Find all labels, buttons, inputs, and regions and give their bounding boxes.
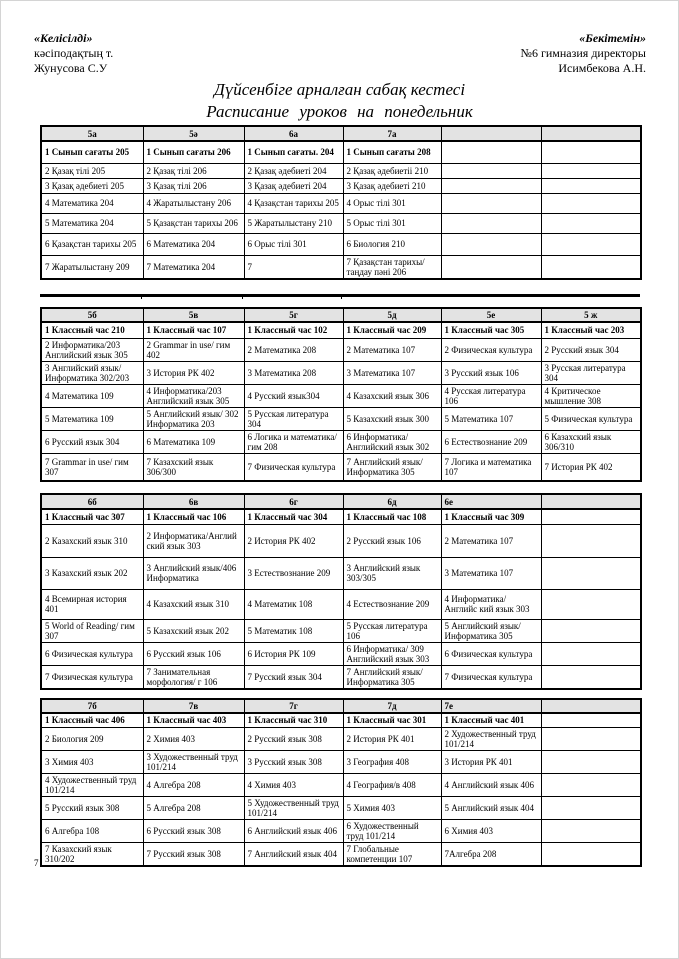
lesson-cell: 1 Классный час 307	[41, 509, 143, 524]
lesson-cell: 1 Сынып сағаты 205	[41, 141, 143, 163]
lesson-cell: 1 Сынып сағаты 208	[343, 141, 441, 163]
lesson-cell: 4 Русская литература 106	[441, 384, 541, 407]
lesson-row	[41, 524, 641, 557]
lesson-cell	[541, 727, 641, 750]
class-header: 5 ж	[541, 308, 641, 322]
lesson-cell	[441, 233, 541, 255]
lesson-cell: 5 Английский язык/ 302 Информатика 203	[143, 407, 244, 430]
lesson-cell: 7 Grammar in use/ гим 307	[41, 453, 143, 481]
lesson-cell	[541, 524, 641, 557]
lesson-cell: 5 Химия 403	[343, 796, 441, 819]
lesson-cell	[541, 642, 641, 665]
lesson-cell: 4 География/в 408	[343, 773, 441, 796]
lesson-cell	[541, 141, 641, 163]
table-header-row	[41, 126, 641, 141]
lesson-cell: 3 Английский язык/406 Информатика	[143, 557, 244, 589]
lesson-cell: 1 Классный час 310	[244, 713, 343, 727]
lesson-cell: 2 Биология 209	[41, 727, 143, 750]
lesson-cell: 6 Орыс тілі 301	[244, 233, 343, 255]
lesson-row	[41, 796, 641, 819]
lesson-cell: 6 Алгебра 108	[41, 819, 143, 842]
lesson-cell: 6 Математика 109	[143, 430, 244, 453]
lesson-cell: 1 Классный час 305	[441, 322, 541, 338]
class-header: 5ә	[143, 126, 244, 141]
lesson-cell: 1 Классный час 403	[143, 713, 244, 727]
lesson-cell: 7 Математика 204	[143, 255, 244, 279]
lesson-cell: 6 Казахский язык 306/310	[541, 430, 641, 453]
lesson-cell: 6 Логика и математика/ гим 208	[244, 430, 343, 453]
lesson-cell: 7 Занимательная морфология/ г 106	[143, 665, 244, 689]
lesson-cell: 3 Химия 403	[41, 750, 143, 773]
lesson-cell: 3 История РК 402	[143, 361, 244, 384]
separator-tick	[141, 294, 142, 299]
lesson-cell: 2 Физическая культура	[441, 338, 541, 361]
lesson-cell: 2 История РК 401	[343, 727, 441, 750]
lesson-cell: 2 Қазақ тілі 205	[41, 163, 143, 178]
lesson-cell: 6 Естествознание 209	[441, 430, 541, 453]
lesson-cell: 4 Русский язык304	[244, 384, 343, 407]
lesson-cell: 2 Қазақ әдебиеті 204	[244, 163, 343, 178]
lesson-cell: 2 Химия 403	[143, 727, 244, 750]
lesson-cell: 4 Информатика/Английс кий язык 303	[441, 589, 541, 619]
class-header: 7г	[244, 699, 343, 713]
lesson-cell	[441, 163, 541, 178]
lesson-cell: 6 История РК 109	[244, 642, 343, 665]
lesson-cell	[541, 773, 641, 796]
lesson-cell: 4 Жаратылыстану 206	[143, 193, 244, 213]
class-header	[541, 699, 641, 713]
class-header: 5г	[244, 308, 343, 322]
separator-tick	[242, 294, 243, 299]
lesson-row	[41, 178, 641, 193]
schedule-table-grade-7	[40, 698, 642, 867]
lesson-cell: 5 Орыс тілі 301	[343, 213, 441, 233]
lesson-cell: 4 Математик 108	[244, 589, 343, 619]
lesson-cell: 7 Қазақстан тарихы/ таңдау пәні 206	[343, 255, 441, 279]
lesson-cell: 3 История РК 401	[441, 750, 541, 773]
lesson-cell: 6 Биология 210	[343, 233, 441, 255]
class-header: 7е	[441, 699, 541, 713]
lesson-cell: 2 Информатика/203 Английский язык 305	[41, 338, 143, 361]
table-header-row	[41, 308, 641, 322]
lesson-row	[41, 361, 641, 384]
lesson-cell: 2 Математика 107	[441, 524, 541, 557]
lesson-cell	[541, 557, 641, 589]
lesson-cell: 2 Казахский язык 310	[41, 524, 143, 557]
lesson-cell: 6 Қазақстан тарихы 205	[41, 233, 143, 255]
lesson-cell: 6 Русский язык 304	[41, 430, 143, 453]
lesson-cell	[441, 141, 541, 163]
lesson-cell	[541, 163, 641, 178]
lesson-cell: 3 Русская литература 304	[541, 361, 641, 384]
class-header: 6г	[244, 494, 343, 509]
lesson-cell: 3 География 408	[343, 750, 441, 773]
lesson-cell: 7 Русский язык 308	[143, 842, 244, 866]
lesson-cell: 5 Художественный труд 101/214	[244, 796, 343, 819]
lesson-cell: 7 Глобальные компетенции 107	[343, 842, 441, 866]
lesson-cell: 4 Естествознание 209	[343, 589, 441, 619]
lesson-cell	[541, 509, 641, 524]
lesson-cell: 1 Классный час 209	[343, 322, 441, 338]
lesson-cell: 4 Алгебра 208	[143, 773, 244, 796]
schedule-table-grade-6	[40, 493, 642, 690]
lesson-cell: 7 Казахский язык 310/202	[41, 842, 143, 866]
lesson-cell: 7	[244, 255, 343, 279]
lesson-row	[41, 642, 641, 665]
lesson-row	[41, 713, 641, 727]
lesson-cell: 3 Русский язык 106	[441, 361, 541, 384]
lesson-cell: 6 Физическая культура	[41, 642, 143, 665]
lesson-cell: 7 Жаратылыстану 209	[41, 255, 143, 279]
lesson-cell: 1 Классный час 102	[244, 322, 343, 338]
lesson-cell	[541, 665, 641, 689]
lesson-cell: 3 Русский язык 308	[244, 750, 343, 773]
lesson-cell: 1 Классный час 210	[41, 322, 143, 338]
table-header-row	[41, 699, 641, 713]
lesson-cell	[441, 213, 541, 233]
lesson-cell: 2 Информатика/Англий ский язык 303	[143, 524, 244, 557]
class-header: 6б	[41, 494, 143, 509]
lesson-cell: 5 Русская литература 304	[244, 407, 343, 430]
lesson-row	[41, 557, 641, 589]
title-russian: Расписание уроков на понедельник	[206, 102, 473, 121]
lesson-cell	[541, 213, 641, 233]
lesson-cell: 5 Жаратылыстану 210	[244, 213, 343, 233]
lesson-cell: 5 Математика 109	[41, 407, 143, 430]
lesson-cell: 5 Математик 108	[244, 619, 343, 642]
table-header-row	[41, 494, 641, 509]
lesson-cell: 4 Английский язык 406	[441, 773, 541, 796]
lesson-cell: 2 Математика 107	[343, 338, 441, 361]
approval-left-line1: кәсіподақтың т.	[34, 46, 114, 60]
lesson-cell: 3 Математика 208	[244, 361, 343, 384]
lesson-cell: 7Алгебра 208	[441, 842, 541, 866]
page-number: 7	[34, 858, 39, 868]
lesson-cell: 5 Английский язык 404	[441, 796, 541, 819]
lesson-cell: 7 Английский язык/ Информатика 305	[343, 453, 441, 481]
class-header	[541, 126, 641, 141]
lesson-cell: 3 Қазақ тілі 206	[143, 178, 244, 193]
lesson-cell: 4 Информатика/203 Английский язык 305	[143, 384, 244, 407]
lesson-cell: 3 Математика 107	[343, 361, 441, 384]
lesson-cell: 1 Классный час 309	[441, 509, 541, 524]
approval-block-left	[34, 31, 113, 76]
class-header	[441, 126, 541, 141]
lesson-row	[41, 589, 641, 619]
approval-right-line1: №6 гимназия директоры	[520, 46, 646, 60]
lesson-cell: 3 Художественный труд 101/214	[143, 750, 244, 773]
lesson-row	[41, 407, 641, 430]
lesson-cell: 4 Химия 403	[244, 773, 343, 796]
class-header: 6е	[441, 494, 541, 509]
lesson-cell: 4 Всемирная история 401	[41, 589, 143, 619]
lesson-cell: 6 Английский язык 406	[244, 819, 343, 842]
separator-tick	[341, 294, 342, 299]
lesson-cell: 2 История РК 402	[244, 524, 343, 557]
lesson-cell: 2 Қазақ тілі 206	[143, 163, 244, 178]
lesson-row	[41, 727, 641, 750]
lesson-cell: 4 Художественный труд 101/214	[41, 773, 143, 796]
lesson-cell: 2 Grammar in use/ гим 402	[143, 338, 244, 361]
lesson-cell	[541, 255, 641, 279]
table-separator-line	[40, 294, 640, 297]
lesson-cell: 1 Классный час 108	[343, 509, 441, 524]
lesson-cell	[541, 233, 641, 255]
lesson-cell: 2 Русский язык 308	[244, 727, 343, 750]
lesson-row	[41, 338, 641, 361]
lesson-cell: 7 Физическая культура	[441, 665, 541, 689]
lesson-row	[41, 453, 641, 481]
lesson-cell: 1 Классный час 301	[343, 713, 441, 727]
schedule-table-grade-5a-7a	[40, 125, 642, 280]
lesson-cell: 2 Қазақ әдебиетіі 210	[343, 163, 441, 178]
lesson-cell	[441, 255, 541, 279]
lesson-cell: 2 Русский язык 304	[541, 338, 641, 361]
approval-right-line2: Исимбекова А.Н.	[558, 61, 646, 75]
lesson-cell: 1 Классный час 106	[143, 509, 244, 524]
lesson-cell: 1 Классный час 203	[541, 322, 641, 338]
lesson-cell: 6 Художественный труд 101/214	[343, 819, 441, 842]
lesson-cell: 5 Казахский язык 202	[143, 619, 244, 642]
lesson-cell	[541, 178, 641, 193]
lesson-cell: 7 История РК 402	[541, 453, 641, 481]
class-header: 6а	[244, 126, 343, 141]
lesson-cell: 2 Художественный труд 101/214	[441, 727, 541, 750]
lesson-cell: 3 Английский язык/ Информатика 302/203	[41, 361, 143, 384]
lesson-cell: 6 Химия 403	[441, 819, 541, 842]
class-header: 6д	[343, 494, 441, 509]
lesson-cell	[541, 750, 641, 773]
lesson-cell	[541, 589, 641, 619]
lesson-cell	[541, 619, 641, 642]
lesson-row	[41, 233, 641, 255]
class-header: 7а	[343, 126, 441, 141]
lesson-cell: 1 Классный час 406	[41, 713, 143, 727]
lesson-row	[41, 665, 641, 689]
approval-right-title: «Бекітемін»	[579, 31, 646, 45]
lesson-cell	[541, 713, 641, 727]
class-header: 5в	[143, 308, 244, 322]
lesson-row	[41, 193, 641, 213]
lesson-cell: 6 Информатика/ Английский язык 302	[343, 430, 441, 453]
class-header: 5а	[41, 126, 143, 141]
lesson-cell: 4 Математика 109	[41, 384, 143, 407]
lesson-cell: 5 Английский язык/ Информатика 305	[441, 619, 541, 642]
lesson-cell	[541, 193, 641, 213]
lesson-cell: 7 Английский язык/ Информатика 305	[343, 665, 441, 689]
lesson-cell: 1 Классный час 107	[143, 322, 244, 338]
title-kazakh: Дүйсенбіге арналған сабақ кестесі	[213, 80, 466, 99]
lesson-cell: 3 Казахский язык 202	[41, 557, 143, 589]
lesson-cell: 1 Классный час 401	[441, 713, 541, 727]
lesson-cell: 7 Русский язык 304	[244, 665, 343, 689]
lesson-cell: 3 Математика 107	[441, 557, 541, 589]
lesson-cell: 4 Критическое мышление 308	[541, 384, 641, 407]
lesson-row	[41, 163, 641, 178]
lesson-cell: 4 Орыс тілі 301	[343, 193, 441, 213]
lesson-cell: 6 Физическая культура	[441, 642, 541, 665]
lesson-cell: 3 Қазақ әдебиеті 205	[41, 178, 143, 193]
class-header: 5б	[41, 308, 143, 322]
class-header: 6в	[143, 494, 244, 509]
lesson-cell: 6 Информатика/ 309 Английский язык 303	[343, 642, 441, 665]
lesson-cell: 3 Естествознание 209	[244, 557, 343, 589]
lesson-cell	[541, 842, 641, 866]
lesson-cell: 5 Русский язык 308	[41, 796, 143, 819]
lesson-cell: 7 Физическая культура	[244, 453, 343, 481]
lesson-row	[41, 619, 641, 642]
lesson-cell: 5 Математика 204	[41, 213, 143, 233]
lesson-row	[41, 255, 641, 279]
lesson-cell: 3 Английский язык 303/305	[343, 557, 441, 589]
lesson-cell: 2 Русский язык 106	[343, 524, 441, 557]
approval-block-right	[521, 31, 647, 76]
lesson-cell: 5 Математика 107	[441, 407, 541, 430]
lesson-cell: 3 Қазақ әдебиеті 204	[244, 178, 343, 193]
lesson-row	[41, 213, 641, 233]
lesson-cell: 7 Физическая культура	[41, 665, 143, 689]
class-header: 7б	[41, 699, 143, 713]
lesson-cell: 1 Классный час 304	[244, 509, 343, 524]
lesson-cell: 6 Русский язык 106	[143, 642, 244, 665]
lesson-cell: 5 Русская литература 106	[343, 619, 441, 642]
lesson-cell: 5 Физическая культура	[541, 407, 641, 430]
lesson-cell	[441, 193, 541, 213]
lesson-cell: 5 Алгебра 208	[143, 796, 244, 819]
class-header	[541, 494, 641, 509]
schedule-table-grade-5	[40, 307, 642, 482]
lesson-cell: 3 Қазақ әдебиеті 210	[343, 178, 441, 193]
lesson-cell: 5 Қазақстан тарихы 206	[143, 213, 244, 233]
lesson-row	[41, 773, 641, 796]
class-header: 5д	[343, 308, 441, 322]
lesson-cell: 7 Логика и математика 107	[441, 453, 541, 481]
lesson-cell: 2 Математика 208	[244, 338, 343, 361]
approval-left-title: «Келісілді»	[34, 31, 93, 45]
lesson-cell: 7 Английский язык 404	[244, 842, 343, 866]
lesson-row	[41, 750, 641, 773]
lesson-row	[41, 509, 641, 524]
lesson-row	[41, 141, 641, 163]
lesson-cell: 5 World of Reading/ гим 307	[41, 619, 143, 642]
lesson-row	[41, 430, 641, 453]
lesson-cell: 5 Казахский язык 300	[343, 407, 441, 430]
lesson-cell: 4 Қазақстан тарихы 205	[244, 193, 343, 213]
lesson-cell: 4 Математика 204	[41, 193, 143, 213]
lesson-cell	[541, 796, 641, 819]
lesson-row	[41, 384, 641, 407]
lesson-cell: 1 Сынып сағаты 206	[143, 141, 244, 163]
lesson-row	[41, 322, 641, 338]
lesson-cell: 7 Казахский язык 306/300	[143, 453, 244, 481]
lesson-cell	[441, 178, 541, 193]
lesson-cell	[541, 819, 641, 842]
lesson-cell: 1 Сынып сағаты. 204	[244, 141, 343, 163]
lesson-row	[41, 842, 641, 866]
approval-left-line2: Жунусова С.У	[34, 61, 108, 75]
lesson-cell: 4 Казахский язык 310	[143, 589, 244, 619]
class-header: 5е	[441, 308, 541, 322]
lesson-row	[41, 819, 641, 842]
class-header: 7д	[343, 699, 441, 713]
lesson-cell: 6 Русский язык 308	[143, 819, 244, 842]
lesson-cell: 6 Математика 204	[143, 233, 244, 255]
class-header: 7в	[143, 699, 244, 713]
lesson-cell: 4 Казахский язык 306	[343, 384, 441, 407]
